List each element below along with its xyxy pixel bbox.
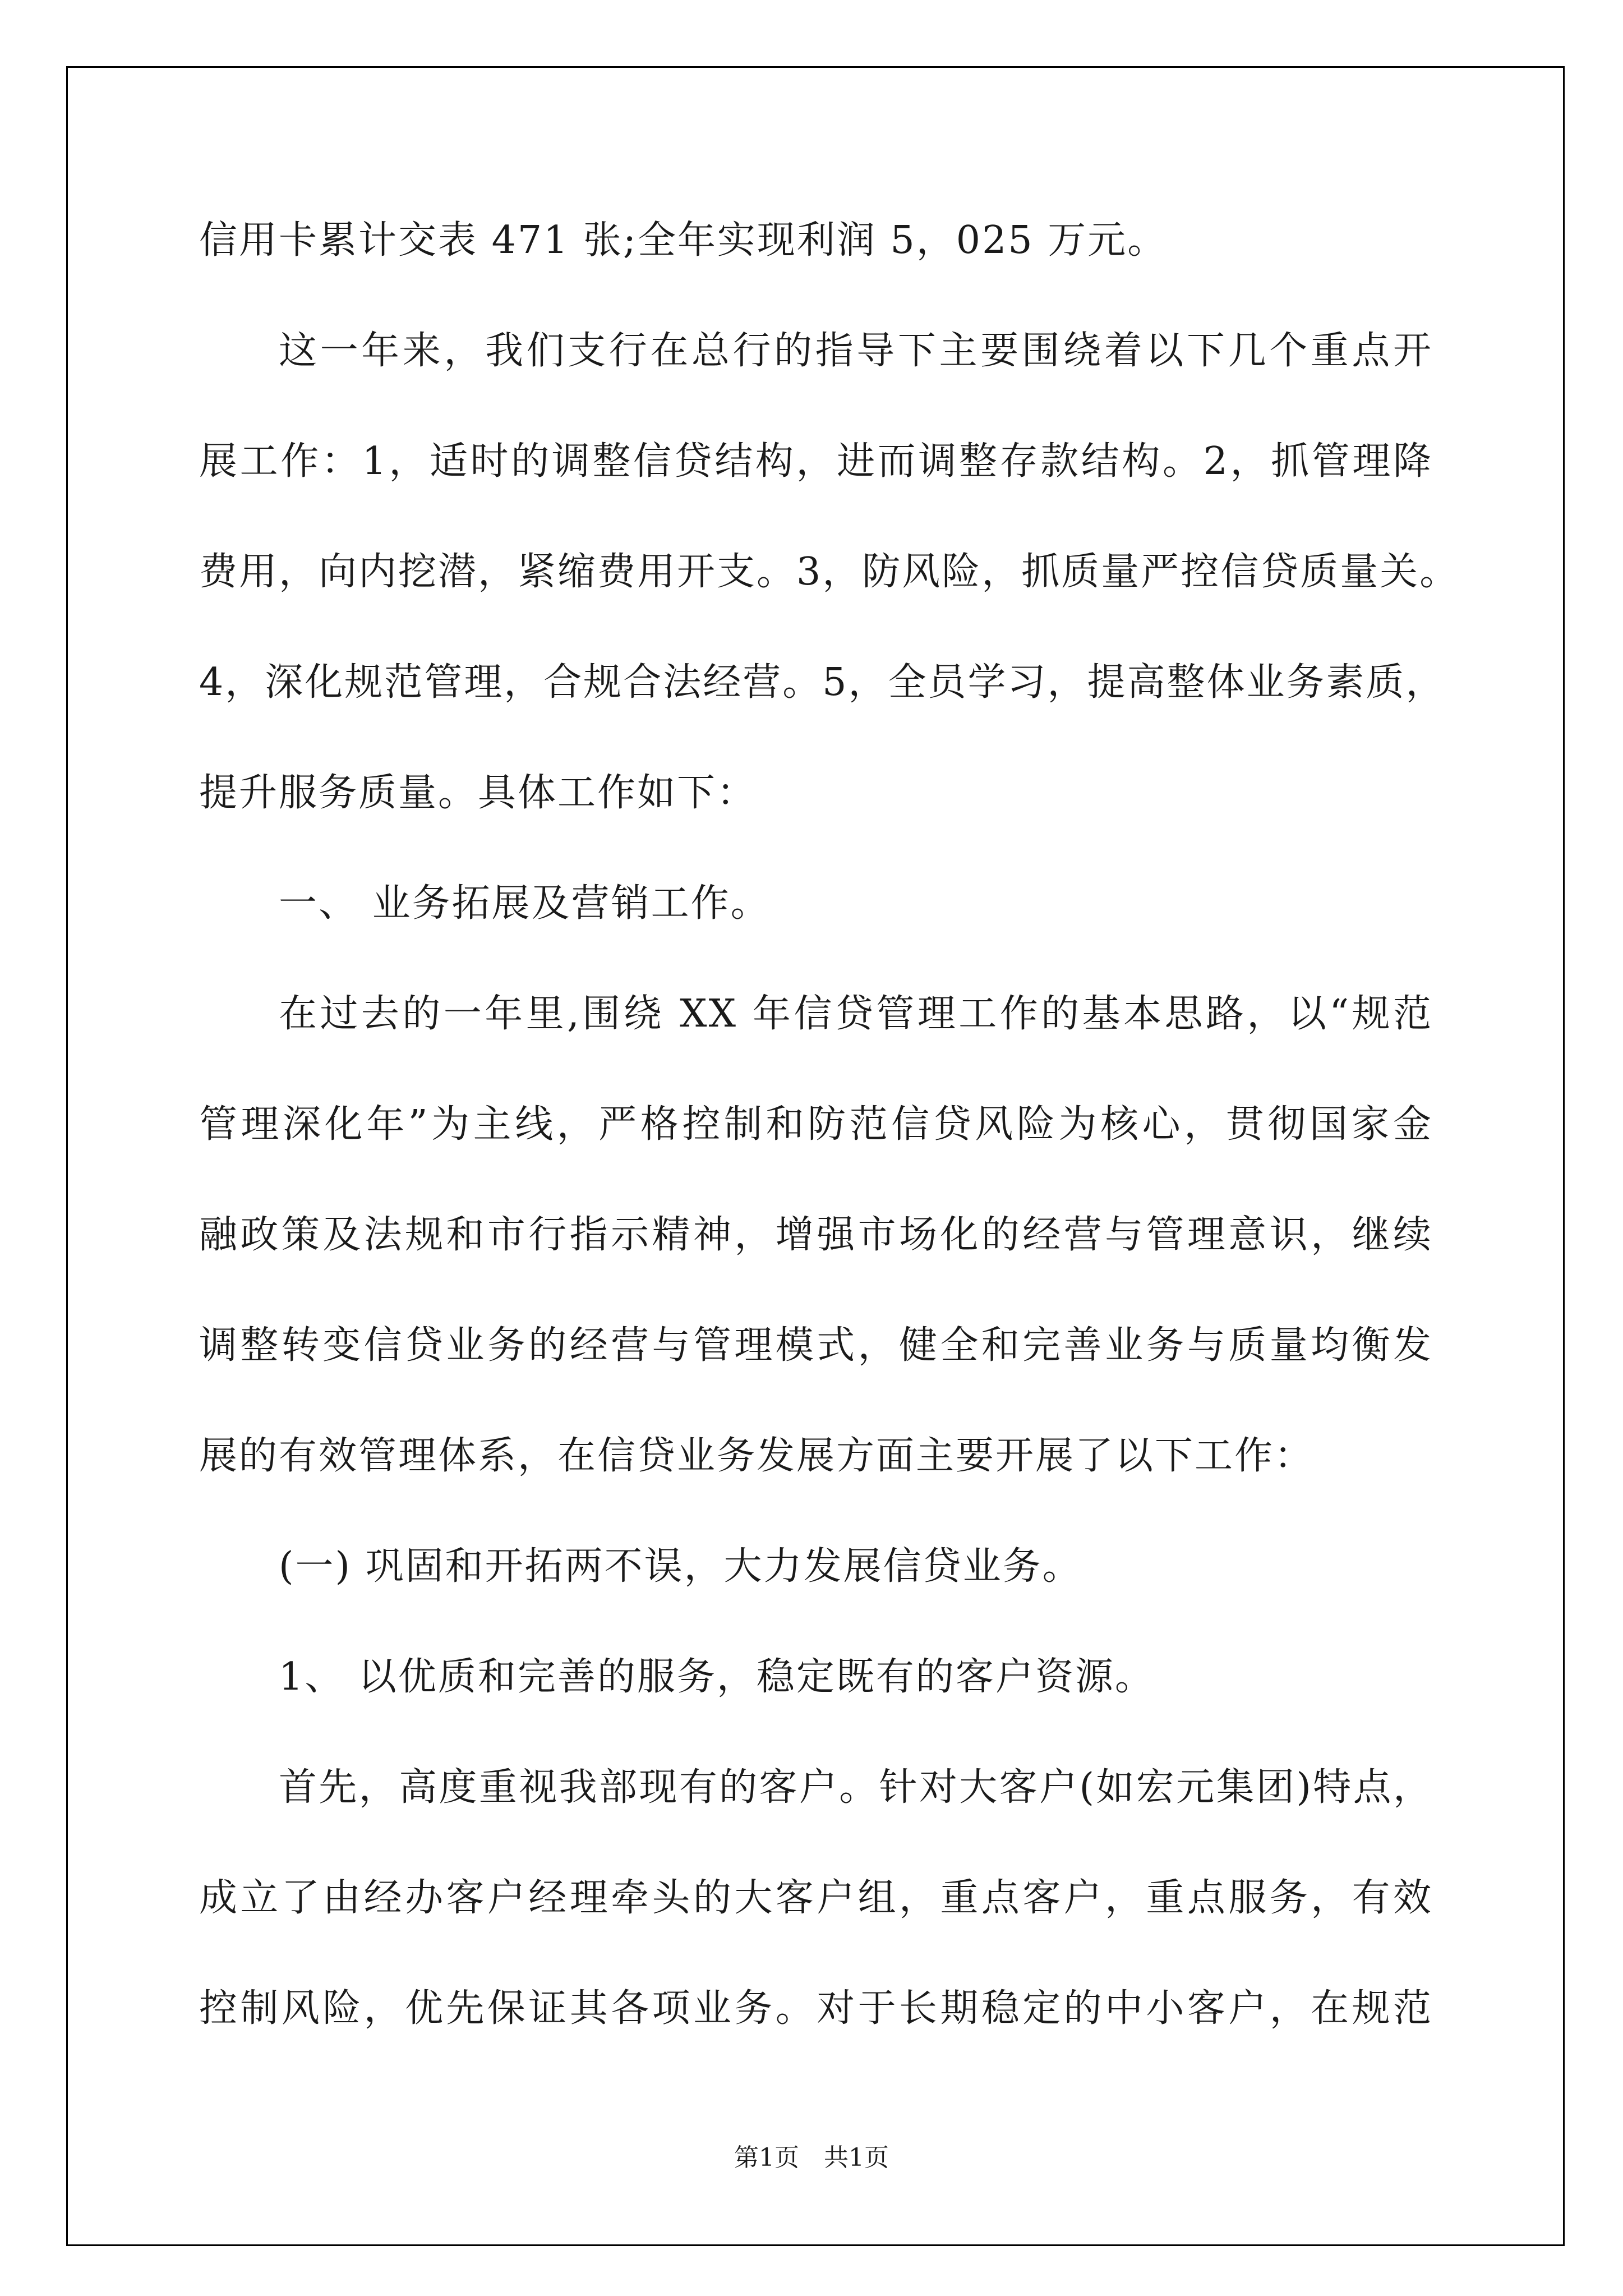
- text-line: 首先，高度重视我部现有的客户。针对大客户(如宏元集团)特点，: [279, 1765, 1433, 1810]
- text-line: 费用，向内挖潜，紧缩费用开支。3，防风险，抓质量严控信贷质量关。: [199, 550, 1460, 594]
- page-number-footer: 第1页 共1页: [734, 2143, 889, 2172]
- text-line: 管理深化年”为主线，严格控制和防范信贷风险为核心，贯彻国家金: [199, 1102, 1433, 1147]
- text-line: 这一年来，我们支行在总行的指导下主要围绕着以下几个重点开: [279, 329, 1433, 373]
- text-line: 成立了由经办客户经理牵头的大客户组，重点客户，重点服务，有效: [199, 1876, 1433, 1920]
- text-line: 提升服务质量。具体工作如下：: [199, 771, 757, 815]
- text-line: 信用卡累计交表 471 张;全年实现利润 5，025 万元。: [199, 218, 1168, 263]
- text-line: 控制风险，优先保证其各项业务。对于长期稳定的中小客户，在规范: [199, 1986, 1433, 2031]
- text-line: 调整转变信贷业务的经营与管理模式，健全和完善业务与质量均衡发: [199, 1323, 1433, 1368]
- text-line: 在过去的一年里,围绕 XX 年信贷管理工作的基本思路，以“规范: [279, 992, 1433, 1036]
- text-line: 融政策及法规和市行指示精神，增强市场化的经营与管理意识，继续: [199, 1213, 1433, 1257]
- text-line: 4，深化规范管理，合规合法经营。5，全员学习，提高整体业务素质，: [199, 660, 1446, 705]
- document-body: [199, 185, 1460, 2064]
- subsection-heading: (一) 巩固和开拓两不误，大力发展信贷业务。: [279, 1544, 1082, 1589]
- text-line: 展工作：1，适时的调整信贷结构，进而调整存款结构。2，抓管理降: [199, 439, 1433, 484]
- section-heading: 一、 业务拓展及营销工作。: [279, 881, 771, 926]
- item-heading: 1、 以优质和完善的服务，稳定既有的客户资源。: [279, 1655, 1155, 1699]
- text-line: 展的有效管理体系，在信贷业务发展方面主要开展了以下工作：: [199, 1434, 1315, 1478]
